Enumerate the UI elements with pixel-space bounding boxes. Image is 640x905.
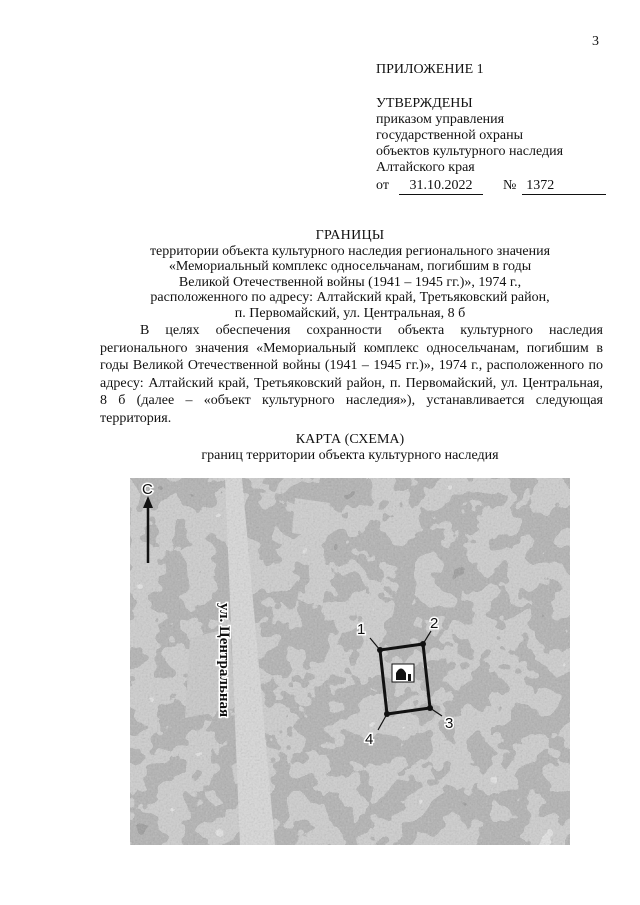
monument-icon bbox=[392, 664, 414, 682]
map-image bbox=[130, 478, 570, 845]
map-title-block bbox=[80, 432, 620, 464]
approved-label: УТВЕРЖДЕНЫ bbox=[376, 96, 473, 111]
approval-line-4: Алтайского края bbox=[376, 160, 475, 175]
title-line-1: территории объекта культурного наследия регионального значения bbox=[149, 243, 551, 259]
appendix-label: ПРИЛОЖЕНИЕ 1 bbox=[376, 62, 484, 77]
number-sign: № bbox=[502, 178, 517, 193]
map-title: КАРТА (СХЕМА) bbox=[295, 432, 405, 447]
page-number: 3 bbox=[592, 34, 599, 49]
approval-date: 31.10.2022 bbox=[399, 178, 483, 195]
approval-line-3: объектов культурного наследия bbox=[376, 144, 564, 159]
boundary-map bbox=[130, 478, 570, 845]
approval-line-2: государственной охраны bbox=[376, 128, 524, 143]
title-line-5: п. Первомайский, ул. Центральная, 8 б bbox=[234, 305, 466, 321]
point-label-3: 3 bbox=[445, 715, 454, 732]
date-prefix: от bbox=[376, 178, 389, 193]
map-grain bbox=[130, 478, 570, 845]
title-line-4: расположенного по адресу: Алтайский край, Третьяковский район, bbox=[150, 290, 550, 305]
map-subtitle: границ территории объекта культурного наследия bbox=[201, 448, 499, 463]
title-heading: ГРАНИЦЫ bbox=[315, 228, 385, 243]
title-line-3: Великой Отечественной войны (1941 – 1945 гг.)», 1974 г., bbox=[178, 274, 522, 290]
north-label: С bbox=[142, 481, 153, 498]
title-line-2: «Мемориальный комплекс односельчанам, погибшим в годы bbox=[168, 259, 532, 274]
appendix-block bbox=[376, 62, 606, 195]
point-label-2: 2 bbox=[430, 615, 439, 632]
approval-date-line bbox=[376, 178, 606, 195]
point-label-1: 1 bbox=[357, 621, 366, 638]
body-paragraph: В целях обеспечения сохранности объекта культурного наследия регионального значения «Мемориальный комплекс односельчанам, погибшим в годы Великой Отечественной войны (1941 – 1945 гг.)», 1974 г., расположенного по адресу: Алтайский край, Третьяковский район, п. Первомайский, ул. Центральная, 8 б (далее – «объект культурного наследия»), устанавливается следующая территория. bbox=[100, 323, 603, 426]
point-label-4: 4 bbox=[365, 731, 374, 748]
approval-line-1: приказом управления bbox=[376, 112, 505, 127]
approval-number: 1372 bbox=[522, 178, 606, 195]
document-title bbox=[80, 228, 620, 321]
street-label: ул. Центральная bbox=[216, 603, 232, 718]
